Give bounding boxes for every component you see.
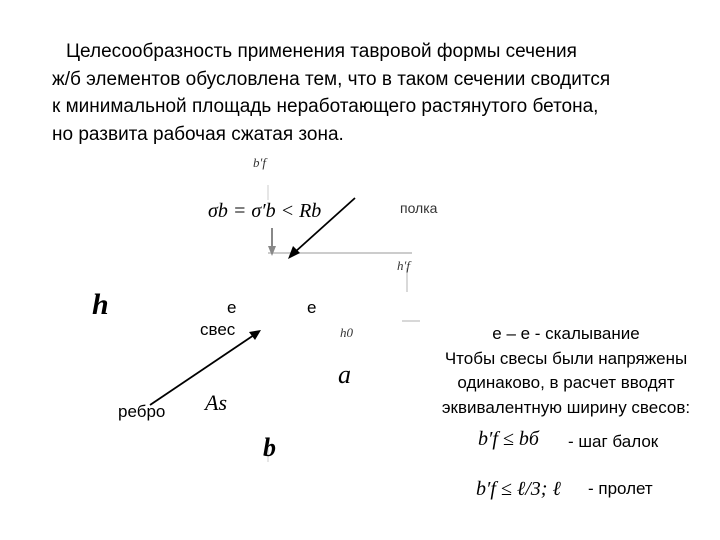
formula-bf-step: b′f ≤ bб [478,428,539,450]
h0-label: h0 [340,325,353,340]
bf-label: b′f [253,155,266,170]
explanation-line: Чтобы свесы были напряжены [444,348,688,368]
as-label: As [205,390,227,415]
svec-label: свес [200,320,236,339]
explanation-line: e – e - скалывание [492,324,640,343]
flange-arrowhead [268,246,276,256]
polka-label: полка [400,200,438,216]
e-left-label: e [227,298,237,317]
sigma-formula: σb = σ′b < Rb [208,200,322,222]
explanation-line: одинаково, в расчет вводят [457,373,675,392]
rebro-pointer-arrowhead [249,330,261,340]
paragraph-line: ж/б элементов обусловлена тем, что в таком сечении сводится [52,68,611,90]
paragraph-line: Целесообразность применения тавровой формы сечения [66,41,577,62]
rebro-pointer-line [150,335,254,405]
formula-bf-span: b′f ≤ ℓ/3; ℓ [476,478,561,500]
formula-span-caption: - пролет [588,479,653,498]
right-explanation [418,322,714,420]
formula-step-caption: - шаг балок [568,432,659,451]
b-label: b [263,433,276,462]
h-label: h [92,288,109,321]
explanation-line: эквивалентную ширину свесов: [441,397,691,417]
paragraph-line: к минимальной площадь неработающего растянутого бетона, [52,96,599,117]
e-right-label: e [307,298,317,317]
paragraph-line: но развита рабочая сжатая зона. [52,123,344,145]
hf-label: h′f [397,258,410,273]
rebro-label: ребро [118,402,166,421]
a-label: a [338,360,351,389]
